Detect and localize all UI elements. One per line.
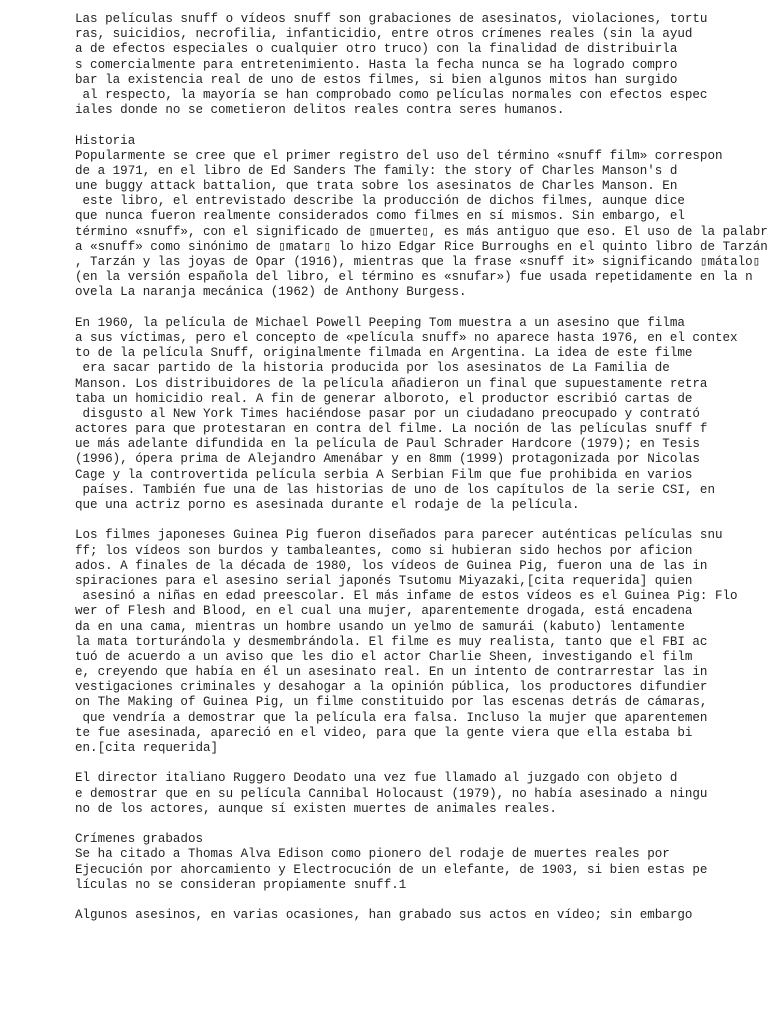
text-line: que una actriz porno es asesinada durante el rodaje de la película. [75, 498, 580, 512]
text-line: tuó de acuerdo a un aviso que les dio el actor Charlie Sheen, investigando el film [75, 649, 693, 664]
text-line: era sacar partido de la historia producida por los asesinatos de La Familia de [75, 361, 670, 376]
text-line: wer of Flesh and Blood, en el cual una mujer, aparentemente drogada, está encadena [75, 604, 693, 619]
paragraph [75, 908, 768, 923]
text-line: spiraciones para el asesino serial japonés Tsutomu Miyazaki,[cita requerida] quien [75, 573, 693, 588]
text-line: este libro, el entrevistado describe la producción de dichos filmes, aunque dice [75, 194, 685, 209]
text-line: vestigaciones criminales y desahogar a la opinión pública, los productores difundier [75, 680, 708, 695]
text-line: ovela La naranja mecánica (1962) de Anthony Burgess. [75, 285, 467, 300]
text-line: on The Making of Guinea Pig, un filme constituido por las escenas detrás de cámaras, [75, 695, 708, 710]
text-line: Ejecución por ahorcamiento y Electrocución de un elefante, de 1903, si bien estas pe [75, 862, 708, 877]
text-line: to de la película Snuff, originalmente filmada en Argentina. La idea de este filme [75, 346, 693, 361]
text-line: da en una cama, mientras un hombre usando un yelmo de samurái (kabuto) lentamente [75, 619, 685, 634]
text-line: ras, suicidios, necrofilia, infanticidio, entre otros crímenes reales (sin la ayud [75, 27, 693, 42]
text-line: Popularmente se cree que el primer registro del uso del término «snuff film» correspon [75, 148, 723, 163]
text-line: ados. A finales de la década de 1980, los vídeos de Guinea Pig, fueron una de las in [75, 558, 708, 573]
text-line: Manson. Los distribuidores de la película añadieron un final que supuestamente retra [75, 376, 708, 391]
text-line: El director italiano Ruggero Deodato una vez fue llamado al juzgado con objeto d [75, 771, 678, 786]
text-line: Cage y la controvertida película serbia A Serbian Film que fue prohibida en varios [75, 467, 693, 482]
text-line: , Tarzán y las joyas de Opar (1916), mientras que la frase «snuff it» significando ▯mátalo▯ [75, 255, 761, 269]
text-line: une buggy attack battalion, que trata sobre los asesinatos de Charles Manson. En [75, 179, 678, 194]
text-line: (1996), ópera prima de Alejandro Amenábar y en 8mm (1999) protagonizada por Nicolas [75, 452, 700, 467]
text-line: Historia [75, 133, 136, 148]
paragraph [75, 12, 768, 118]
text-line: disgusto al New York Times haciéndose pasar por un ciudadano preocupado y contrató [75, 406, 700, 421]
paragraph [75, 832, 768, 893]
text-line: a sus víctimas, pero el concepto de «película snuff» no aparece hasta 1976, en el contex [75, 330, 738, 345]
text-line: ff; los vídeos son burdos y tambaleantes, como si hubieran sido hechos por aficion [75, 543, 693, 558]
text-line: (en la versión española del libro, el término es «snufar») fue usada repetidamente en la n [75, 270, 753, 285]
text-line: lículas no se consideran propiamente snuff.1 [75, 877, 407, 892]
text-line: asesinó a niñas en edad preescolar. El más infame de estos vídeos es el Guinea Pig: Flo [75, 589, 738, 604]
text-line: Algunos asesinos, en varias ocasiones, han grabado sus actos en vídeo; sin embargo [75, 908, 693, 923]
text-line: e demostrar que en su película Cannibal Holocaust (1979), no había asesinado a ningu [75, 786, 708, 801]
text-line: Crímenes grabados [75, 832, 203, 847]
text-line: que vendría a demostrar que la película era falsa. Incluso la mujer que aparentemen [75, 710, 708, 725]
paragraph [75, 134, 768, 301]
document-text [75, 12, 768, 938]
text-line: Se ha citado a Thomas Alva Edison como pionero del rodaje de muertes reales por [75, 847, 670, 862]
text-line: países. También fue una de las historias de uno de los capítulos de la serie CSI, en [75, 482, 715, 497]
text-line: taba un homicidio real. A fin de generar alboroto, el productor escribió cartas de [75, 391, 693, 406]
paragraph [75, 316, 768, 513]
text-line: término «snuff», con el significado de ▯muerte▯, es más antiguo que eso. El uso de la palabr [75, 224, 768, 239]
text-line: te fue asesinada, apareció en el video, para que la gente viera que ella estaba bi [75, 725, 693, 740]
text-line: e, creyendo que había en él un asesinato real. En un intento de contrarrestar las in [75, 665, 708, 680]
text-line: Los filmes japoneses Guinea Pig fueron diseñados para parecer auténticas películas snu [75, 528, 723, 543]
text-line: al respecto, la mayoría se han comprobado como películas normales con efectos espec [75, 87, 708, 102]
text-line: actores para que protestaran en contra del filme. La noción de las películas snuff f [75, 422, 708, 437]
text-line: de a 1971, en el libro de Ed Sanders The family: the story of Charles Manson's d [75, 163, 678, 178]
text-line: iales donde no se cometieron delitos reales contra seres humanos. [75, 103, 565, 118]
text-line: a de efectos especiales o cualquier otro truco) con la finalidad de distribuirla [75, 42, 678, 57]
text-line: no de los actores, aunque sí existen muertes de animales reales. [75, 801, 557, 816]
text-line: a «snuff» como sinónimo de ▯matar▯ lo hizo Edgar Rice Burroughs en el quinto libro de Tarzán [75, 239, 768, 254]
text-line: bar la existencia real de uno de estos filmes, si bien algunos mitos han surgido [75, 72, 678, 87]
text-line: En 1960, la película de Michael Powell Peeping Tom muestra a un asesino que filma [75, 315, 685, 330]
text-line: que nunca fueron realmente considerados como filmes en sí mismos. Sin embargo, el [75, 209, 685, 224]
text-line: la mata torturándola y desmembrándola. El filme es muy realista, tanto que el FBI ac [75, 634, 708, 649]
text-line: ue más adelante difundida en la película de Paul Schrader Hardcore (1979); en Tesis [75, 437, 700, 452]
text-line: s comercialmente para entretenimiento. Hasta la fecha nunca se ha logrado compro [75, 57, 678, 72]
paragraph [75, 528, 768, 756]
text-line: en.[cita requerida] [75, 741, 219, 755]
text-line: Las películas snuff o vídeos snuff son grabaciones de asesinatos, violaciones, tortu [75, 12, 708, 26]
paragraph [75, 771, 768, 817]
